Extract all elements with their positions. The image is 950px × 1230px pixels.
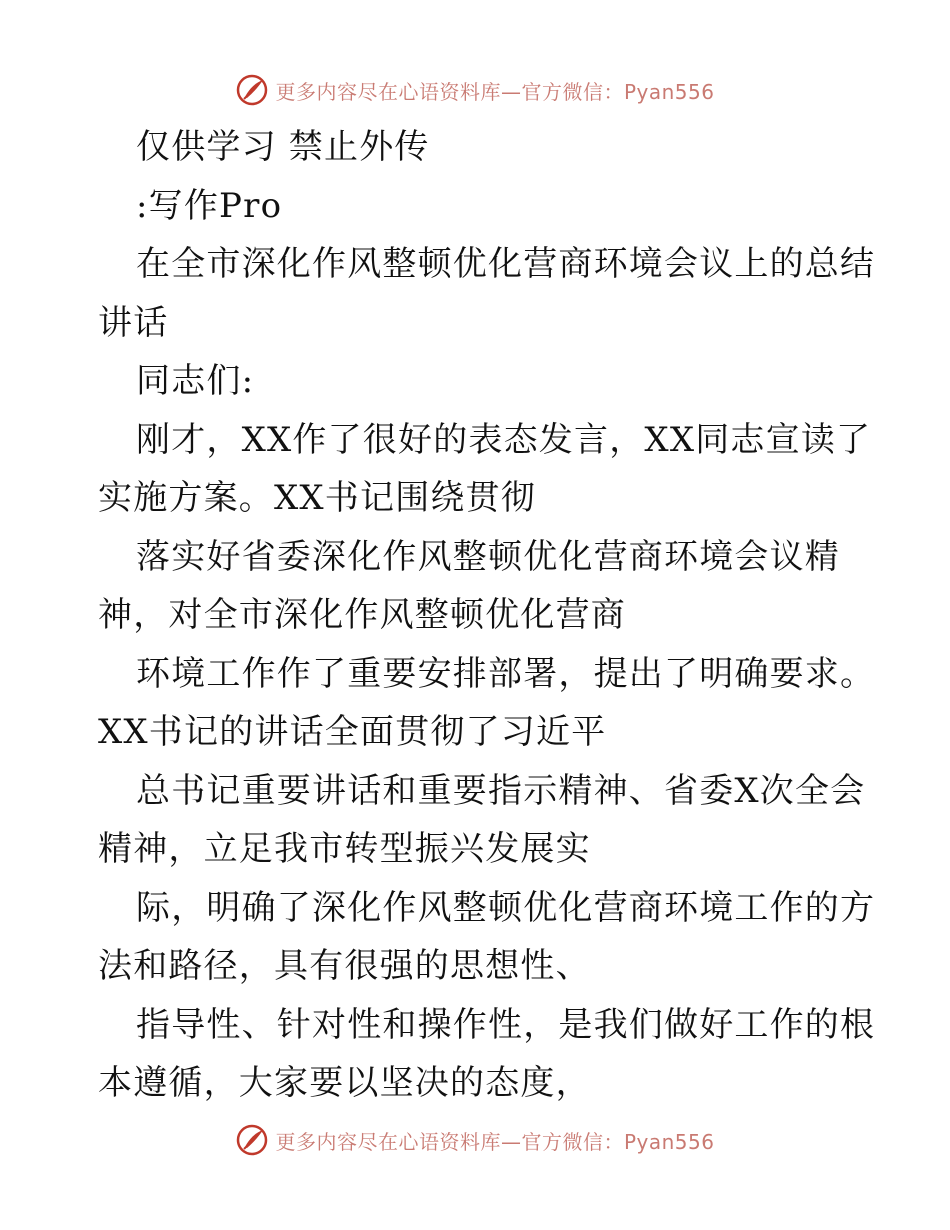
text-line: 讲话 [98, 302, 169, 343]
text-line: XX书记的讲话全面贯彻了习近平 [98, 712, 607, 752]
text-line: 环境工作作了重要安排部署，提出了明确要求。 [136, 653, 876, 694]
header-watermark [0, 70, 950, 110]
footer-watermark [0, 1120, 950, 1160]
text-line: 本遵循，大家要以坚决的态度， [98, 1063, 591, 1103]
text-line: 刚才，XX作了很好的表态发言，XX同志宣读了 [136, 419, 872, 460]
text-line: 仅供学习 禁止外传 [136, 127, 430, 167]
text-line: 同志们: [136, 361, 255, 401]
text-line: 法和路径，具有很强的思想性、 [98, 946, 591, 986]
text-line: 精神，立足我市转型振兴发展实 [98, 829, 591, 869]
feather-pen-logo-icon [235, 1123, 269, 1157]
text-line: 际，明确了深化作风整顿优化营商环境工作的方 [136, 887, 876, 928]
text-line: 实施方案。XX书记围绕贯彻 [98, 478, 537, 518]
watermark-text: 更多内容尽在心语资料库—官方微信：Pyan556 [275, 79, 715, 104]
text-line: 在全市深化作风整顿优化营商环境会议上的总结 [136, 244, 876, 284]
text-line: :写作Pro [136, 185, 283, 226]
text-line: 总书记重要讲话和重要指示精神、省委X次全会 [136, 770, 866, 811]
feather-pen-logo-icon [235, 73, 269, 107]
text-line: 落实好省委深化作风整顿优化营商环境会议精 [136, 536, 840, 577]
document-body [98, 118, 876, 1113]
text-line: 神，对全市深化作风整顿优化营商 [98, 595, 626, 635]
watermark-text: 更多内容尽在心语资料库—官方微信：Pyan556 [275, 1129, 715, 1154]
text-line: 指导性、针对性和操作性，是我们做好工作的根 [136, 1004, 876, 1045]
